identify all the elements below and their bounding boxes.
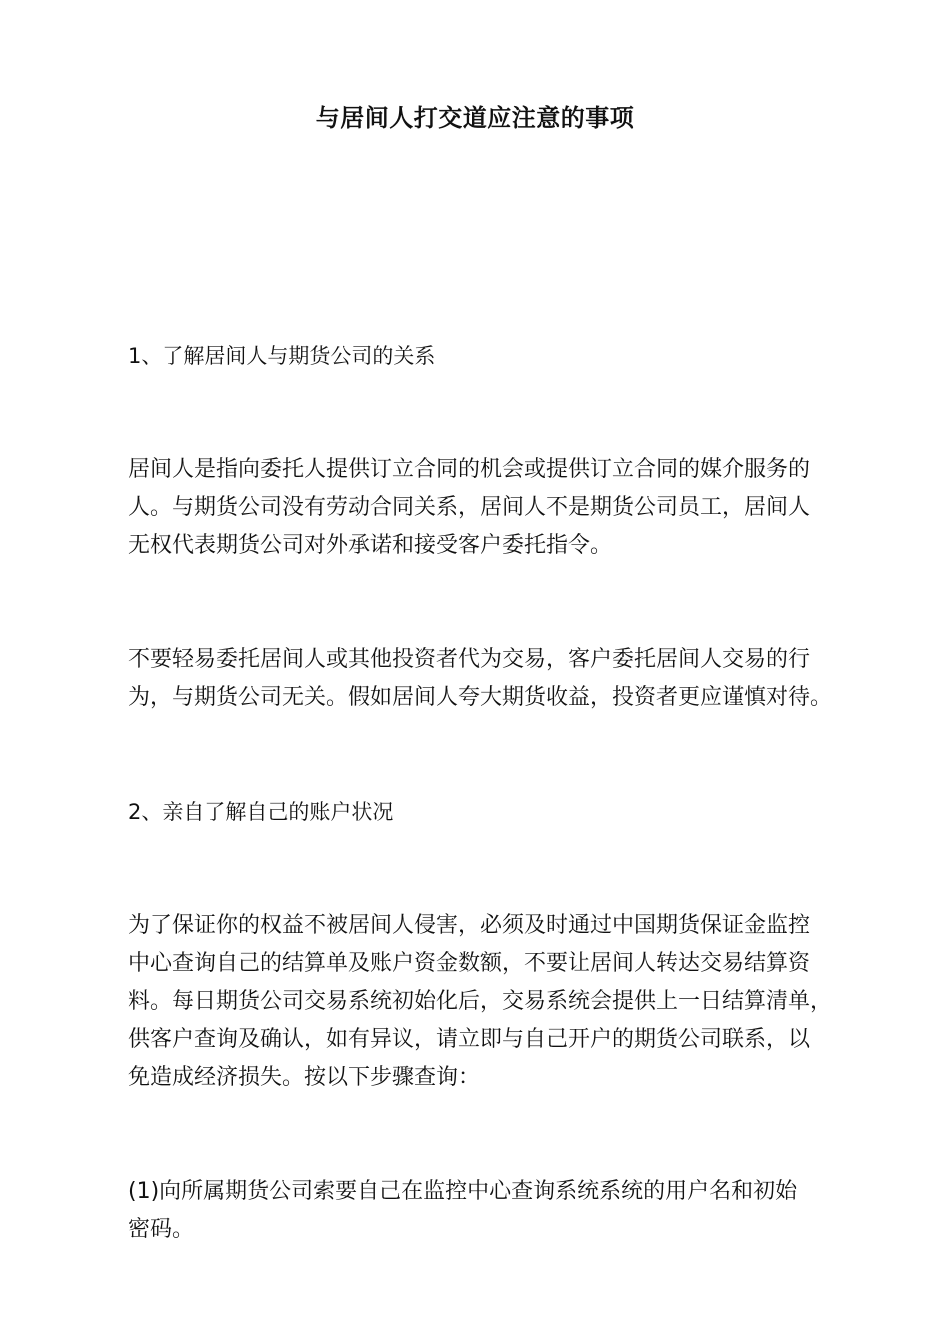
paragraph-line: 居间人是指向委托人提供订立合同的机会或提供订立合同的媒介服务的	[128, 457, 811, 482]
section-2-heading: 2、亲自了解自己的账户状况	[128, 800, 394, 824]
paragraph-line: 料。每日期货公司交易系统初始化后，交易系统会提供上一日结算清单，	[128, 989, 833, 1014]
section-2-step-1	[128, 1173, 840, 1249]
paragraph-line: (1)向所属期货公司索要自己在监控中心查询系统系统的用户名和初始	[128, 1179, 798, 1204]
paragraph-line: 供客户查询及确认，如有异议，请立即与自己开户的期货公司联系，以	[128, 1027, 811, 1052]
paragraph-line: 无权代表期货公司对外承诺和接受客户委托指令。	[128, 533, 613, 558]
paragraph-line: 为，与期货公司无关。假如居间人夸大期货收益，投资者更应谨慎对待。	[128, 685, 833, 710]
paragraph-line: 密码。	[128, 1217, 195, 1242]
section-2-paragraph-1	[128, 907, 840, 1097]
section-1-paragraph-2	[128, 641, 840, 717]
paragraph-line: 免造成经济损失。按以下步骤查询：	[128, 1065, 481, 1090]
paragraph-line: 不要轻易委托居间人或其他投资者代为交易，客户委托居间人交易的行	[128, 647, 811, 672]
document-title: 与居间人打交道应注意的事项	[315, 104, 635, 132]
paragraph-line: 为了保证你的权益不被居间人侵害，必须及时通过中国期货保证金监控	[128, 913, 811, 938]
section-1-paragraph-1	[128, 451, 840, 565]
paragraph-line: 中心查询自己的结算单及账户资金数额，不要让居间人转达交易结算资	[128, 951, 811, 976]
paragraph-line: 人。与期货公司没有劳动合同关系，居间人不是期货公司员工，居间人	[128, 495, 811, 520]
section-1-heading: 1、了解居间人与期货公司的关系	[128, 344, 436, 368]
